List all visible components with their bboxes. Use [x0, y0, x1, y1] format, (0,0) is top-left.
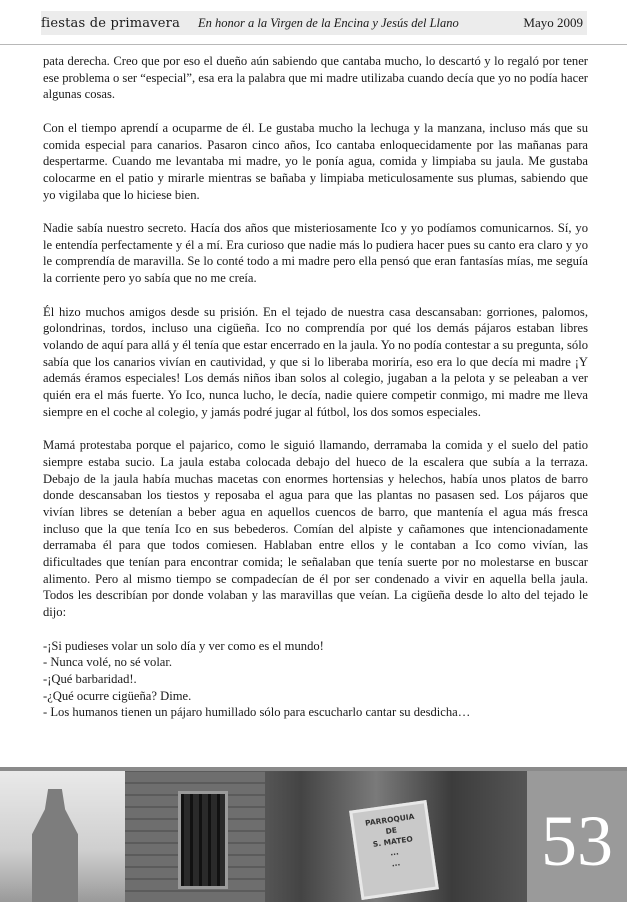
barred-window-image	[178, 791, 228, 889]
paragraph: Con el tiempo aprendí a ocuparme de él. Le gustaba mucho la lechuga y la manzana, incluso más que su comida especial para canarios. Pasaron cinco años, Ico cantaba enloquecidamente por las mañanas para despertarme. Cuando me levantaba mi madre, yo le ponía agua, comida y limpiaba su jaula. Me gustaba colocarme en el patio y mirarle mientras se bañaba y limpiaba meticulosamente sus plumas, sabiendo que yo vigilaba que lo hiciese bien.	[43, 120, 588, 202]
header-publication-title: fiestas de primavera	[41, 15, 181, 31]
plaque-line: PARROQUIA	[364, 811, 415, 828]
paragraph: Nadie sabía nuestro secreto. Hacía dos años que misteriosamente Ico y yo podíamos comunicarnos. Sí, yo le entendía perfectamente y él a mí. Era curioso que nadie más lo pudiera hacer pues su canto era claro y yo le comprendía de maravilla. Se lo conté todo a mi madre pero ella pensó que eran fantasías mías, me seguía la corriente pero yo sabía que no me creía.	[43, 221, 588, 286]
parish-plaque-image	[349, 800, 439, 900]
running-header	[41, 11, 587, 35]
header-divider	[0, 44, 627, 45]
plaque-line: ...	[391, 858, 401, 869]
plaque-line: ...	[389, 847, 400, 858]
page-number: 53	[541, 801, 613, 881]
dialogue-line: -¡Qué barbaridad!.	[43, 671, 137, 686]
paragraph: Él hizo muchos amigos desde su prisión. En el tejado de nuestra casa descansaban: gorriones, palomos, golondrinas, tordos, incluso una cigüeña. Ico no comprendía por qué los demás pájaros estaban libres volando de aquí para allá y él tenía que estar encerrado en la jaula. Yo no podía contestar a su pregunta, sólo sabía que los canarios vivían en cautividad, y que si lo liberaba moriría, eso era lo que decía mi madre ¡Y además éramos especiales! Los demás niños iban solos al colegio, jugaban a la pelota y se peleaban a ver quién era el más fuerte. Yo Ico, nunca lucho, le decía, nadie quiere competir conmigo, mi madre me lleva siempre en el coche al colegio, y jamás podré jugar al fútbol, los dos somos especiales.	[43, 304, 588, 419]
header-subtitle: En honor a la Virgen de la Encina y Jesús del Llano	[198, 15, 459, 30]
header-date: Mayo 2009	[523, 15, 583, 30]
dialogue-line: -¿Qué ocurre cigüeña? Dime.	[43, 688, 192, 703]
paragraph: Mamá protestaba porque el pajarico, como le siguió llamando, derramaba la comida y el suelo del patio siempre estaba sucio. La jaula estaba colocada debajo del hueco de la escalera que subía a la terraza. Debajo de la jaula había muchas macetas con enormes hortensias y helechos, había unos platos de barro donde descansaban los tiestos y reposaba el agua para que las plantas no pasasen sed. Los pájaros que vivían libres se detenían a beber agua en aquellos cuencos de barro, que mantenía el agua más fresca incluso que la que tenía Ico en sus bebederos. Comían del alpiste y cañamones que intencionadamente derramaba él para que todos comiesen. Hablaban entre ellos y le contaban a Ico como vivían, las dificultades que tenían para encontrar comida; le señalaban que tenía suerte por no molestarse en buscar alimento. Pero al mismo tiempo se compadecían de él por ser condenado a vivir en aquella bella jaula. Todos les describían por donde volaban y las maravillas que veían. La cigüeña desde lo alto del tejado le dijo:	[43, 438, 588, 620]
dialogue-line: - Nunca volé, no sé volar.	[43, 655, 173, 670]
dialogue-line: - Los humanos tienen un pájaro humillado sólo para escucharlo cantar su desdicha…	[43, 705, 471, 720]
plaque-line: DE	[385, 825, 398, 836]
dialogue-line: -¡Si pudieses volar un solo día y ver como es el mundo!	[43, 638, 324, 653]
footer-photo-strip	[0, 767, 627, 902]
plaque-line: S. MATEO	[372, 834, 414, 849]
dialogue-block	[43, 638, 588, 722]
paragraph: pata derecha. Creo que por eso el dueño aún sabiendo que cantaba mucho, lo descartó y lo regaló por tener ese problema o ser “especial”, esa era la palabra que mi madre utilizaba cuando decía que yo no podía hacer algunas cosas.	[43, 54, 588, 102]
article-body	[43, 53, 588, 721]
